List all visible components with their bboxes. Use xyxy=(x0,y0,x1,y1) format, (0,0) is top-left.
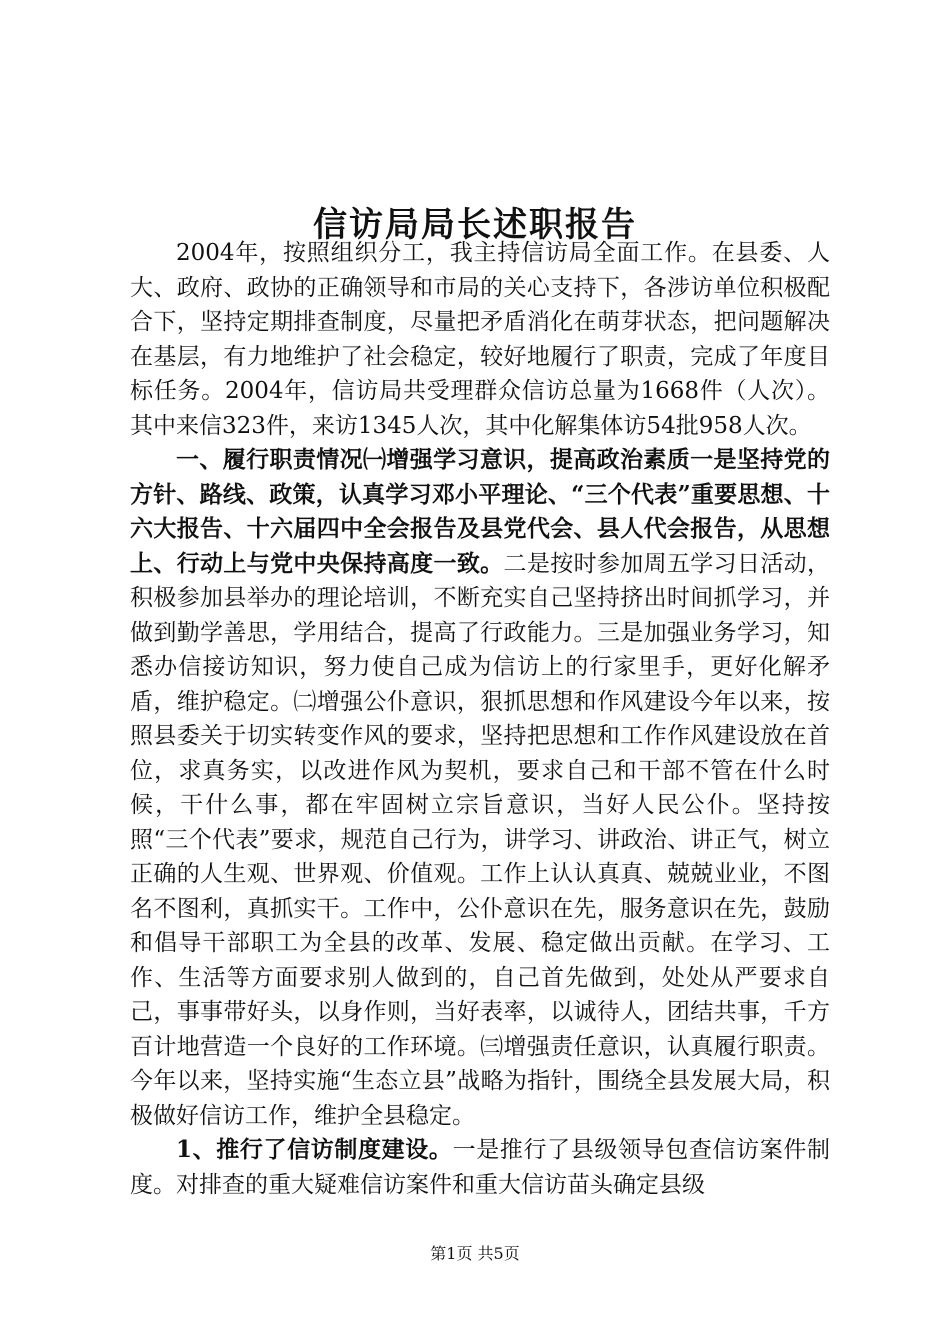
page-footer xyxy=(0,1244,950,1264)
paragraph-intro xyxy=(130,236,830,443)
paragraph-system-building-text: 一是推行了县级领导包查信访案件制度。对排查的重大疑难信访案件和重大信访苗头确定县级 xyxy=(130,1137,830,1198)
section-heading-system-building: 1、推行了信访制度建设。 xyxy=(176,1136,453,1163)
paragraph-intro-text: 2004年，按照组织分工，我主持信访局全面工作。在县委、人大、政府、政协的正确领导和市局的关心支持下，各涉访单位积极配合下，坚持定期排查制度，尽量把矛盾消化在萌芽状态，把问题解决在基层，有力地维护了社会稳定，较好地履行了职责，完成了年度目标任务。2004年，信访局共受理群众信访总量为1668件（人次）。其中来信323件，来访1345人次，其中化解集体访54批958人次。 xyxy=(130,240,830,439)
paragraph-system-building xyxy=(130,1133,830,1202)
section-heading-duties: 一、履行职责情况㈠增强学习意识，提高政治素质一是坚持党的方针、路线、政策，认真学习邓小平理论、“三个代表”重要思想、十六大报告、十六届四中全会报告及县党代会、县人代会报告，从思想上、行动上与党中央保持高度一致。 xyxy=(130,446,830,577)
paragraph-duties-text: 二是按时参加周五学习日活动，积极参加县举办的理论培训，不断充实自己坚持挤出时间抓学习，并做到勤学善思，学用结合，提高了行政能力。三是加强业务学习，知悉办信接访知识，努力使自己成为信访上的行家里手，更好化解矛盾，维护稳定。㈡增强公仆意识，狠抓思想和作风建设今年以来，按照县委关于切实转变作风的要求，坚持把思想和工作作风建设放在首位，求真务实，以改进作风为契机，要求自己和干部不管在什么时候，干什么事，都在牢固树立宗旨意识，当好人民公仆。坚持按照“三个代表”要求，规范自己行为，讲学习、讲政治、讲正气，树立正确的人生观、世界观、价值观。工作上认认真真、兢兢业业，不图名不图利，真抓实干。工作中，公仆意识在先，服务意识在先，鼓励和倡导干部职工为全县的改革、发展、稳定做出贡献。在学习、工作、生活等方面要求别人做到的，自己首先做到，处处从严要求自己，事事带好头，以身作则，当好表率，以诚待人，团结共事，千方百计地营造一个良好的工作环境。㈢增强责任意识，认真履行职责。今年以来，坚持实施“生态立县”战略为指针，围绕全县发展大局，积极做好信访工作，维护全县稳定。 xyxy=(130,550,831,1129)
document-title: 信访局局长述职报告 xyxy=(313,204,637,245)
paragraph-duties xyxy=(130,443,830,1133)
document-body xyxy=(130,236,830,1202)
page-indicator: 第1页 共5页 xyxy=(430,1244,520,1263)
